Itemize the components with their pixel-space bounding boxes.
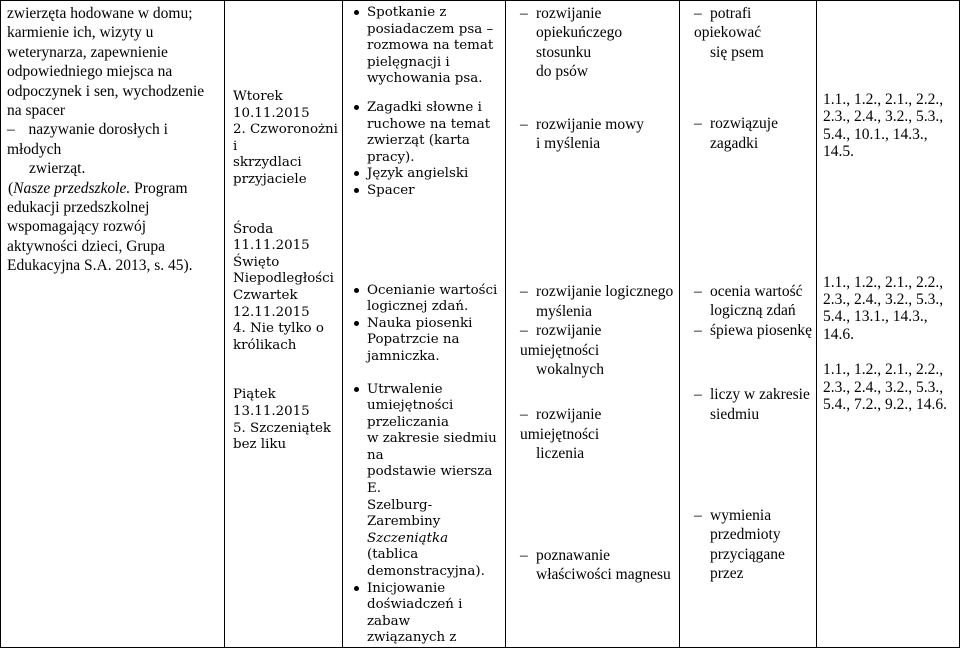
activity-item <box>351 166 501 183</box>
day-block <box>233 222 338 288</box>
day-topic: skrzydlaci <box>233 155 302 171</box>
activity-line: Utrwalenie <box>367 381 443 397</box>
goal-item <box>510 282 675 321</box>
day-topic: Święto <box>233 254 280 270</box>
poem-title: Szczeniątka <box>367 530 449 546</box>
reference-block <box>823 91 955 161</box>
goal-item <box>510 546 675 585</box>
day-date: 12.11.2015 <box>233 304 310 320</box>
day-name: Czwartek <box>233 287 298 303</box>
goal-line: i myślenia <box>536 135 601 153</box>
goal-line: myślenia <box>536 302 592 320</box>
activity-line: ruchowe na temat <box>367 116 491 132</box>
goal-line: opiekuńczego stosunku <box>536 24 623 61</box>
goal-line: liczenia <box>536 445 585 463</box>
outcome-item <box>684 114 812 153</box>
outcome-line: – liczy w zakresie <box>694 386 810 404</box>
reference-block <box>823 274 955 344</box>
day-topic: królikach <box>233 337 297 353</box>
reference-line: 5.4., 13.1., 14.3., <box>823 308 928 326</box>
day-block <box>233 387 338 453</box>
activity-line: rozmowa na temat <box>367 38 494 54</box>
source-line: Edukacyjna S.A. 2013, s. 45). <box>7 257 193 275</box>
goal-line: wokalnych <box>536 361 605 379</box>
activity-item <box>351 581 501 647</box>
outcome-line: – potrafi opiekować <box>694 5 762 42</box>
activity-line: jamniczka. <box>367 348 440 364</box>
activity-line-rest: (tablica <box>367 547 419 563</box>
goal-line: – poznawanie <box>520 546 611 564</box>
day-name: Piątek <box>233 387 276 403</box>
day-topic: 2. Czworonożni i <box>233 122 338 154</box>
content-line: zwierzęta hodowane w domu; <box>7 5 193 22</box>
reference-line: 14.5. <box>823 143 854 161</box>
day-name: Środa <box>233 221 274 237</box>
activity-line: logicznej zdań. <box>367 299 469 315</box>
day-block <box>233 288 338 354</box>
outcome-line: przedmioty <box>710 526 781 544</box>
goal-item <box>510 321 675 379</box>
outcome-line: – rozwiązuje <box>694 115 778 133</box>
day-topic: bez liku <box>233 437 287 453</box>
day-date: 11.11.2015 <box>233 238 310 254</box>
source-line: aktywności dzieci, Grupa <box>7 237 165 255</box>
day-topic: przyjaciele <box>233 171 307 187</box>
activity-line: Popatrzcie na <box>367 332 460 348</box>
activity-line: Język angielski <box>367 166 469 182</box>
activity-list <box>351 283 501 366</box>
activity-item <box>351 183 501 200</box>
day-topic: 5. Szczeniątek <box>233 420 332 436</box>
content-line: karmienie ich, wizyty u <box>7 24 154 42</box>
goal-item <box>510 405 675 463</box>
activity-line: przeliczania <box>367 414 449 430</box>
activity-line: związanych z <box>367 630 457 646</box>
schedule-cell <box>225 1 343 648</box>
dash-item-continuation: zwierząt. <box>29 160 86 178</box>
reference-line: 1.1., 1.2., 2.1., 2.2., <box>823 361 944 379</box>
references-cell <box>817 1 960 648</box>
activity-line: zwierząt (karta <box>367 133 470 149</box>
goal-line: – rozwijanie umiejętności <box>520 322 602 359</box>
goal-line: do psów <box>536 63 589 81</box>
outcome-line: się psem <box>710 43 764 61</box>
goal-line: – rozwijanie <box>520 5 602 22</box>
activity-line: Ocenianie wartości <box>367 282 498 298</box>
source-title: Nasze przedszkole. <box>13 179 131 197</box>
outcome-line: zagadki <box>710 134 759 152</box>
outcome-line: siedmiu <box>710 405 760 423</box>
day-block <box>233 89 338 189</box>
reference-line: 5.4., 10.1., 14.3., <box>823 125 928 143</box>
activity-item <box>351 316 501 366</box>
outcome-line: – ocenia wartość <box>694 283 803 301</box>
activities-cell <box>343 1 506 648</box>
outcome-item <box>684 385 812 424</box>
goal-line: – rozwijanie umiejętności <box>520 406 602 443</box>
dash-marker: – <box>7 121 15 139</box>
day-date: 13.11.2015 <box>233 403 310 419</box>
content-line: weterynarza, zapewnienie <box>7 43 168 61</box>
goal-line: – rozwijanie logicznego <box>520 283 674 301</box>
outcome-item <box>684 506 812 584</box>
dash-item <box>7 120 218 159</box>
outcomes-cell <box>680 1 817 648</box>
activity-line: posiadaczem psa – <box>367 21 494 37</box>
activity-list <box>351 382 501 648</box>
source-line: Program <box>134 179 188 197</box>
reference-line: 1.1., 1.2., 2.1., 2.2., <box>823 91 944 108</box>
activity-list <box>351 5 501 200</box>
activity-line <box>367 531 501 564</box>
activity-item <box>351 382 501 581</box>
activity-line: Spacer <box>367 182 415 198</box>
day-name: Wtorek <box>233 89 283 104</box>
activity-item <box>351 5 501 88</box>
outcome-line: – wymienia <box>694 507 772 525</box>
goal-line: – rozwijanie mowy <box>520 115 645 133</box>
outcome-line: – śpiewa piosenkę <box>694 321 813 339</box>
reference-line: 1.1., 1.2., 2.1., 2.2., <box>823 273 944 291</box>
outcome-line: logiczną zdań <box>710 302 796 320</box>
activity-line: demonstracyjna). <box>367 564 485 580</box>
dash-item-text: nazywanie dorosłych i młodych <box>7 121 168 158</box>
activity-item <box>351 100 501 166</box>
outcome-item <box>684 282 812 321</box>
activity-line: pracy). <box>367 149 415 165</box>
reference-line: 14.6. <box>823 325 854 343</box>
goal-line: właściwości magnesu <box>536 566 671 584</box>
content-cell <box>1 1 225 648</box>
activity-line: pielęgnacji i <box>367 54 450 70</box>
reference-line: 2.3., 2.4., 3.2., 5.3., <box>823 291 944 309</box>
activity-line: wychowania psa. <box>367 71 483 87</box>
reference-block <box>823 361 955 413</box>
day-topic: Niepodległości <box>233 271 334 287</box>
activity-line: Zagadki słowne i <box>367 99 482 115</box>
activity-line: podstawie wiersza E. <box>367 464 493 497</box>
activity-line: doświadczeń i zabaw <box>367 597 463 629</box>
activity-item <box>351 283 501 316</box>
day-date: 10.11.2015 <box>233 105 310 121</box>
reference-line: 2.3., 2.4., 3.2., 5.3., <box>823 108 944 126</box>
outcome-line: przyciągane przez <box>710 545 785 583</box>
activity-line: w zakresie siedmiu na <box>367 431 497 463</box>
content-line: na spacer <box>7 102 66 120</box>
content-line: odpowiedniego miejsca na <box>7 63 173 81</box>
source-line: wspomagający rozwój <box>7 218 147 236</box>
activity-line: Spotkanie z <box>367 5 447 20</box>
reference-line: 2.3., 2.4., 3.2., 5.3., <box>823 378 944 396</box>
activity-line: Nauka piosenki <box>367 315 473 331</box>
goal-item <box>510 115 675 154</box>
source-citation: (Nasze przedszkole. Program <box>8 179 188 197</box>
activity-line: Inicjowanie <box>367 580 446 596</box>
source-line: edukacji przedszkolnej <box>7 199 150 217</box>
goals-cell <box>506 1 680 648</box>
day-topic: 4. Nie tylko o <box>233 321 324 337</box>
outcome-item <box>684 4 812 62</box>
content-line: odpoczynek i sen, wychodzenie <box>7 82 205 100</box>
outcome-item <box>684 321 812 340</box>
activity-line: umiejętności <box>367 398 454 414</box>
activity-line: Szelburg-Zarembiny <box>367 497 441 530</box>
goal-item <box>510 4 675 82</box>
reference-line: 5.4., 7.2., 9.2., 14.6. <box>823 396 947 414</box>
